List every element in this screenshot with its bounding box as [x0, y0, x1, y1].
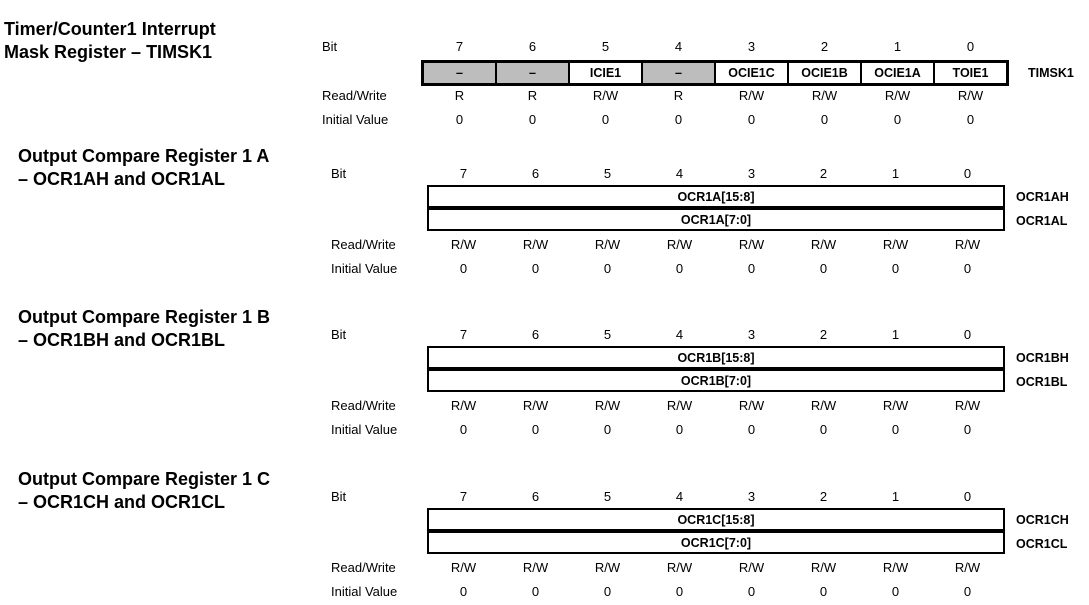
ocr1a-iv-bit7: 0	[459, 261, 468, 276]
ocr1b-rw-bit0: R/W	[954, 398, 981, 413]
timsk1-bit-0: 0	[966, 39, 975, 54]
ocr1a-iv-bit2: 0	[819, 261, 828, 276]
ocr1b-iv-bit3: 0	[747, 422, 756, 437]
ocr1c-bit-6: 6	[531, 489, 540, 504]
ocr1a-title-line1: Output Compare Register 1 A	[18, 146, 270, 166]
ocr1c-rw-bit2: R/W	[810, 560, 837, 575]
ocr1a-iv-label: Initial Value	[331, 261, 398, 276]
ocr1a-high-byte-box: OCR1A[15:8]	[427, 185, 1005, 208]
timsk1-iv-bit3: 0	[747, 112, 756, 127]
timsk1-bit-1: 1	[893, 39, 902, 54]
ocr1b-bit-4: 4	[675, 327, 684, 342]
timsk1-bit-3: 3	[747, 39, 756, 54]
ocr1a-bit-5: 5	[603, 166, 612, 181]
ocr1a-rw-bit3: R/W	[738, 237, 765, 252]
timsk1-rw-bit3: R/W	[738, 88, 765, 103]
ocr1a-bit-label: Bit	[331, 166, 347, 181]
ocr1c-iv-bit5: 0	[603, 584, 612, 599]
ocr1b-rw-bit5: R/W	[594, 398, 621, 413]
ocr1c-rw-label: Read/Write	[331, 560, 396, 575]
ocr1c-title-line1: Output Compare Register 1 C	[18, 469, 271, 489]
ocr1c-rw-bit0: R/W	[954, 560, 981, 575]
ocr1b-bit-3: 3	[747, 327, 756, 342]
ocr1c-high-byte-box: OCR1C[15:8]	[427, 508, 1005, 531]
ocr1c-rw-bit1: R/W	[882, 560, 909, 575]
ocr1b-iv-bit4: 0	[675, 422, 684, 437]
ocr1c-high-register-name: OCR1CH	[1016, 513, 1069, 527]
ocr1c-rw-bit3: R/W	[738, 560, 765, 575]
ocr1c-bit-0: 0	[963, 489, 972, 504]
ocr1a-bit-1: 1	[891, 166, 900, 181]
ocr1b-high-byte-box: OCR1B[15:8]	[427, 346, 1005, 369]
timsk1-bit-6: 6	[528, 39, 537, 54]
ocr1a-bit-7: 7	[459, 166, 468, 181]
ocr1a-rw-bit2: R/W	[810, 237, 837, 252]
ocr1c-bit-2: 2	[819, 489, 828, 504]
timsk1-rw-bit7: R	[454, 88, 465, 103]
ocr1a-bit-2: 2	[819, 166, 828, 181]
ocr1a-bit-4: 4	[675, 166, 684, 181]
ocr1b-iv-bit7: 0	[459, 422, 468, 437]
timsk1-cell-bit3: OCIE1C	[715, 62, 788, 84]
ocr1a-rw-bit0: R/W	[954, 237, 981, 252]
timsk1-rw-bit2: R/W	[811, 88, 838, 103]
ocr1b-bit-7: 7	[459, 327, 468, 342]
ocr1c-bit-label: Bit	[331, 489, 347, 504]
timsk1-bit-5: 5	[601, 39, 610, 54]
ocr1b-bit-6: 6	[531, 327, 540, 342]
ocr1c-low-byte-box: OCR1C[7:0]	[427, 531, 1005, 554]
ocr1a-rw-bit7: R/W	[450, 237, 477, 252]
ocr1c-iv-bit1: 0	[891, 584, 900, 599]
ocr1c-bit-7: 7	[459, 489, 468, 504]
ocr1b-iv-bit1: 0	[891, 422, 900, 437]
ocr1b-rw-bit7: R/W	[450, 398, 477, 413]
ocr1c-rw-bit7: R/W	[450, 560, 477, 575]
timsk1-register-name: TIMSK1	[1028, 66, 1074, 80]
timsk1-iv-bit5: 0	[601, 112, 610, 127]
ocr1c-iv-bit0: 0	[963, 584, 972, 599]
timsk1-rw-bit5: R/W	[592, 88, 619, 103]
ocr1b-title	[18, 306, 270, 352]
timsk1-bit-7: 7	[455, 39, 464, 54]
ocr1a-iv-bit0: 0	[963, 261, 972, 276]
ocr1c-iv-bit3: 0	[747, 584, 756, 599]
ocr1b-rw-bit1: R/W	[882, 398, 909, 413]
ocr1a-rw-bit6: R/W	[522, 237, 549, 252]
ocr1c-low-register-name: OCR1CL	[1016, 537, 1068, 551]
ocr1a-iv-bit6: 0	[531, 261, 540, 276]
ocr1a-title	[18, 145, 269, 191]
timsk1-iv-label: Initial Value	[322, 112, 389, 127]
ocr1a-iv-bit1: 0	[891, 261, 900, 276]
ocr1b-rw-bit6: R/W	[522, 398, 549, 413]
ocr1b-bit-2: 2	[819, 327, 828, 342]
timsk1-title	[4, 18, 216, 64]
ocr1a-low-register-name: OCR1AL	[1016, 214, 1068, 228]
timsk1-iv-bit7: 0	[455, 112, 464, 127]
ocr1b-iv-bit6: 0	[531, 422, 540, 437]
timsk1-cell-bit2: OCIE1B	[788, 62, 861, 84]
timsk1-iv-bit4: 0	[674, 112, 683, 127]
ocr1a-rw-bit4: R/W	[666, 237, 693, 252]
ocr1c-iv-bit7: 0	[459, 584, 468, 599]
ocr1a-rw-label: Read/Write	[331, 237, 396, 252]
ocr1c-iv-bit6: 0	[531, 584, 540, 599]
timsk1-cell-bit4: –	[642, 62, 715, 84]
timsk1-title-line2: Mask Register – TIMSK1	[4, 42, 213, 62]
timsk1-register-cells	[421, 60, 1009, 86]
ocr1b-title-line1: Output Compare Register 1 B	[18, 307, 271, 327]
ocr1a-bit-3: 3	[747, 166, 756, 181]
timsk1-iv-bit0: 0	[966, 112, 975, 127]
ocr1a-rw-bit5: R/W	[594, 237, 621, 252]
ocr1a-title-line2: – OCR1AH and OCR1AL	[18, 169, 226, 189]
ocr1c-bit-4: 4	[675, 489, 684, 504]
timsk1-iv-bit2: 0	[820, 112, 829, 127]
ocr1b-iv-bit5: 0	[603, 422, 612, 437]
ocr1c-bit-1: 1	[891, 489, 900, 504]
ocr1a-iv-bit4: 0	[675, 261, 684, 276]
ocr1b-rw-bit2: R/W	[810, 398, 837, 413]
timsk1-cell-bit6: –	[496, 62, 569, 84]
ocr1c-title	[18, 468, 270, 514]
timsk1-cell-bit7: –	[423, 62, 496, 84]
ocr1c-bit-5: 5	[603, 489, 612, 504]
ocr1c-bit-3: 3	[747, 489, 756, 504]
timsk1-bit-label: Bit	[322, 39, 338, 54]
timsk1-rw-bit1: R/W	[884, 88, 911, 103]
ocr1b-rw-bit4: R/W	[666, 398, 693, 413]
timsk1-title-line1: Timer/Counter1 Interrupt	[4, 19, 216, 39]
timsk1-rw-bit0: R/W	[957, 88, 984, 103]
ocr1b-low-byte-box: OCR1B[7:0]	[427, 369, 1005, 392]
ocr1b-bit-0: 0	[963, 327, 972, 342]
ocr1a-low-byte-box: OCR1A[7:0]	[427, 208, 1005, 231]
timsk1-cell-bit1: OCIE1A	[861, 62, 934, 84]
timsk1-rw-label: Read/Write	[322, 88, 387, 103]
ocr1c-rw-bit5: R/W	[594, 560, 621, 575]
ocr1b-iv-label: Initial Value	[331, 422, 398, 437]
ocr1b-bit-label: Bit	[331, 327, 347, 342]
ocr1c-rw-bit6: R/W	[522, 560, 549, 575]
ocr1c-iv-bit4: 0	[675, 584, 684, 599]
ocr1b-bit-1: 1	[891, 327, 900, 342]
timsk1-iv-bit1: 0	[893, 112, 902, 127]
timsk1-bit-2: 2	[820, 39, 829, 54]
ocr1b-iv-bit0: 0	[963, 422, 972, 437]
ocr1b-rw-bit3: R/W	[738, 398, 765, 413]
timsk1-rw-bit6: R	[527, 88, 538, 103]
timsk1-iv-bit6: 0	[528, 112, 537, 127]
ocr1b-bit-5: 5	[603, 327, 612, 342]
ocr1a-bit-6: 6	[531, 166, 540, 181]
ocr1a-high-register-name: OCR1AH	[1016, 190, 1069, 204]
timsk1-cell-bit0: TOIE1	[934, 62, 1007, 84]
timsk1-bit-4: 4	[674, 39, 683, 54]
ocr1a-iv-bit5: 0	[603, 261, 612, 276]
timsk1-rw-bit4: R	[673, 88, 684, 103]
ocr1c-rw-bit4: R/W	[666, 560, 693, 575]
ocr1a-bit-0: 0	[963, 166, 972, 181]
ocr1a-rw-bit1: R/W	[882, 237, 909, 252]
ocr1c-title-line2: – OCR1CH and OCR1CL	[18, 492, 226, 512]
ocr1c-iv-bit2: 0	[819, 584, 828, 599]
ocr1c-iv-label: Initial Value	[331, 584, 398, 599]
ocr1b-rw-label: Read/Write	[331, 398, 396, 413]
timsk1-cell-bit5: ICIE1	[569, 62, 642, 84]
ocr1a-iv-bit3: 0	[747, 261, 756, 276]
ocr1b-high-register-name: OCR1BH	[1016, 351, 1069, 365]
ocr1b-iv-bit2: 0	[819, 422, 828, 437]
ocr1b-title-line2: – OCR1BH and OCR1BL	[18, 330, 226, 350]
ocr1b-low-register-name: OCR1BL	[1016, 375, 1068, 389]
